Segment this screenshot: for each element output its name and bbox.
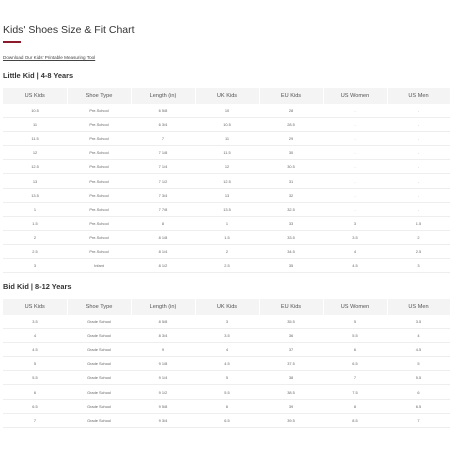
table-cell: 1 [195,216,259,230]
table-cell: 6.5 [323,357,387,371]
table-cell: 2 [387,230,450,244]
table-cell: 5.5 [387,371,450,385]
table-row [3,343,450,357]
column-header: US Kids [3,88,67,104]
table-cell: 12.5 [3,160,67,174]
table-cell: 3 [3,259,67,273]
table-cell: 2 [3,230,67,244]
table-cell: 6.5 [195,413,259,427]
table-cell: 36 [259,329,323,343]
table-cell: 10 [195,104,259,118]
table-row [3,104,450,118]
table-cell: 4 [323,244,387,258]
title-accent-bar [3,41,21,43]
column-header: US Women [323,88,387,104]
download-measuring-tool-link[interactable]: Download Our Kids' Printable Measuring Tool [3,55,96,60]
table-cell: 6 [195,399,259,413]
table-cell: - [387,146,450,160]
table-cell: 35 [259,259,323,273]
table-cell: Grade School [67,413,131,427]
table-cell: 8 5/8 [131,315,195,329]
table-row [3,357,450,371]
table-cell: Pre-School [67,230,131,244]
table-cell: 2.5 [3,244,67,258]
table-cell: 7 3/4 [131,188,195,202]
table-row [3,399,450,413]
table-cell: Pre-School [67,132,131,146]
table-cell: - [323,160,387,174]
table-cell: 10.5 [195,118,259,132]
column-header: Shoe Type [67,88,131,104]
table-cell: 6 3/4 [131,118,195,132]
table-cell: 13 [3,174,67,188]
table-cell: 3.5 [323,230,387,244]
table-cell: - [323,202,387,216]
table-cell: 7 1/2 [131,174,195,188]
table-cell: - [387,160,450,174]
column-header: EU Kids [259,299,323,315]
table-cell: Grade School [67,399,131,413]
table-cell: 31 [259,174,323,188]
table-cell: 28 [259,104,323,118]
table-cell: 34.5 [259,244,323,258]
table-cell: 5 [195,371,259,385]
table-cell: 10.5 [3,104,67,118]
table-header-row [3,299,450,315]
table-cell: 4.5 [323,259,387,273]
table-cell: 37.5 [259,357,323,371]
table-cell: Pre-School [67,104,131,118]
table-cell: 37 [259,343,323,357]
column-header: Length (in) [131,88,195,104]
table-cell: 12.5 [195,174,259,188]
table-cell: 9 3/4 [131,413,195,427]
table-cell: 5.5 [323,329,387,343]
table-cell: Grade School [67,371,131,385]
table-cell: - [387,132,450,146]
table-cell: 5.5 [3,371,67,385]
table-cell: 8 [323,399,387,413]
table-row [3,118,450,132]
table-cell: 9 1/4 [131,371,195,385]
table-cell: 3.5 [195,329,259,343]
table-cell: 11 [3,118,67,132]
size-table-little-kid [3,88,451,273]
table-cell: - [387,174,450,188]
table-cell: 8 1/4 [131,244,195,258]
table-cell: 4 [195,343,259,357]
table-cell: 3.5 [3,315,67,329]
table-cell: 1.5 [3,216,67,230]
table-row [3,259,450,273]
table-row [3,146,450,160]
table-cell: Pre-School [67,174,131,188]
table-cell: 5 [323,315,387,329]
table-cell: Grade School [67,315,131,329]
table-cell: - [323,118,387,132]
table-row [3,329,450,343]
table-cell: 7 [387,413,450,427]
table-cell: 33.5 [259,230,323,244]
column-header: UK Kids [195,299,259,315]
table-cell: 3 [323,216,387,230]
table-cell: 8 [131,216,195,230]
table-cell: 30 [259,146,323,160]
table-cell: 11 [195,132,259,146]
table-cell: - [387,202,450,216]
table-cell: 3 [195,315,259,329]
table-cell: Pre-School [67,146,131,160]
table-cell: 7 [323,371,387,385]
table-cell: 4.5 [387,343,450,357]
table-cell: Infant [67,259,131,273]
table-row [3,132,450,146]
table-cell: 12 [3,146,67,160]
table-cell: 35.5 [259,315,323,329]
table-cell: 38 [259,371,323,385]
section-title-big-kid: Bid Kid | 8-12 Years [3,282,72,291]
table-cell: 5 [387,357,450,371]
table-cell: 13 [195,188,259,202]
table-cell: - [323,132,387,146]
table-cell: 6 [3,385,67,399]
table-cell: - [323,188,387,202]
table-cell: - [387,104,450,118]
table-cell: - [387,118,450,132]
table-cell: Pre-School [67,216,131,230]
table-cell: - [323,174,387,188]
table-cell: 32 [259,188,323,202]
table-header-row [3,88,450,104]
table-body [3,104,450,273]
table-cell: 7 [131,132,195,146]
table-cell: 8 1/8 [131,230,195,244]
table-cell: 4 [387,329,450,343]
table-row [3,160,450,174]
column-header: US Women [323,299,387,315]
table-cell: Pre-School [67,202,131,216]
table-cell: Pre-School [67,160,131,174]
table-cell: 2 [195,244,259,258]
table-cell: 7 1/4 [131,160,195,174]
table-cell: 6.5 [3,399,67,413]
table-cell: 39.5 [259,413,323,427]
table-cell: 12 [195,160,259,174]
table-cell: 6 [323,343,387,357]
section-title-little-kid: Little Kid | 4-8 Years [3,71,74,80]
table-cell: 1.5 [195,230,259,244]
table-cell: 28.5 [259,118,323,132]
table-row [3,244,450,258]
table-cell: Grade School [67,357,131,371]
table-cell: 39 [259,399,323,413]
table-body [3,315,450,427]
table-row [3,216,450,230]
table-row [3,188,450,202]
table-cell: 8 3/4 [131,329,195,343]
table-cell: 13.5 [3,188,67,202]
table-cell: - [323,104,387,118]
table-cell: 8.5 [323,413,387,427]
table-cell: 9 1/8 [131,357,195,371]
column-header: Length (in) [131,299,195,315]
table-row [3,413,450,427]
column-header: UK Kids [195,88,259,104]
table-cell: 38.5 [259,385,323,399]
table-cell: Pre-School [67,118,131,132]
table-cell: Grade School [67,329,131,343]
table-cell: 29 [259,132,323,146]
table-cell: 7.5 [323,385,387,399]
table-cell: 4 [3,329,67,343]
column-header: US Men [387,88,450,104]
table-cell: 30.5 [259,160,323,174]
table-cell: 5 [3,357,67,371]
table-cell: 1.5 [387,216,450,230]
table-cell: Pre-School [67,244,131,258]
table-cell: 7 [3,413,67,427]
column-header: EU Kids [259,88,323,104]
table-cell: 3 [387,259,450,273]
table-cell: 6 5/8 [131,104,195,118]
table-cell: 33 [259,216,323,230]
table-cell: 11.5 [195,146,259,160]
table-cell: 13.5 [195,202,259,216]
table-cell: 1 [3,202,67,216]
table-row [3,315,450,329]
table-cell: 32.5 [259,202,323,216]
table-cell: - [387,188,450,202]
table-cell: 5.5 [195,385,259,399]
table-row [3,371,450,385]
page-title: Kids' Shoes Size & Fit Chart [3,24,135,36]
table-cell: 9 5/8 [131,399,195,413]
table-row [3,230,450,244]
table-cell: 3.5 [387,315,450,329]
table-cell: Pre-School [67,188,131,202]
column-header: Shoe Type [67,299,131,315]
table-cell: 6 [387,385,450,399]
size-table-big-kid [3,299,451,428]
table-cell: Grade School [67,385,131,399]
table-cell: Grade School [67,343,131,357]
table-row [3,385,450,399]
table-cell: 7 1/8 [131,146,195,160]
table-cell: 8 1/2 [131,259,195,273]
table-row [3,202,450,216]
table-cell: 2.5 [387,244,450,258]
table-cell: 7 7/8 [131,202,195,216]
table-cell: 9 [131,343,195,357]
column-header: US Men [387,299,450,315]
table-cell: 9 1/2 [131,385,195,399]
table-cell: - [323,146,387,160]
table-cell: 4.5 [3,343,67,357]
table-cell: 4.5 [195,357,259,371]
table-cell: 2.5 [195,259,259,273]
column-header: US Kids [3,299,67,315]
table-cell: 6.5 [387,399,450,413]
table-cell: 11.5 [3,132,67,146]
table-row [3,174,450,188]
